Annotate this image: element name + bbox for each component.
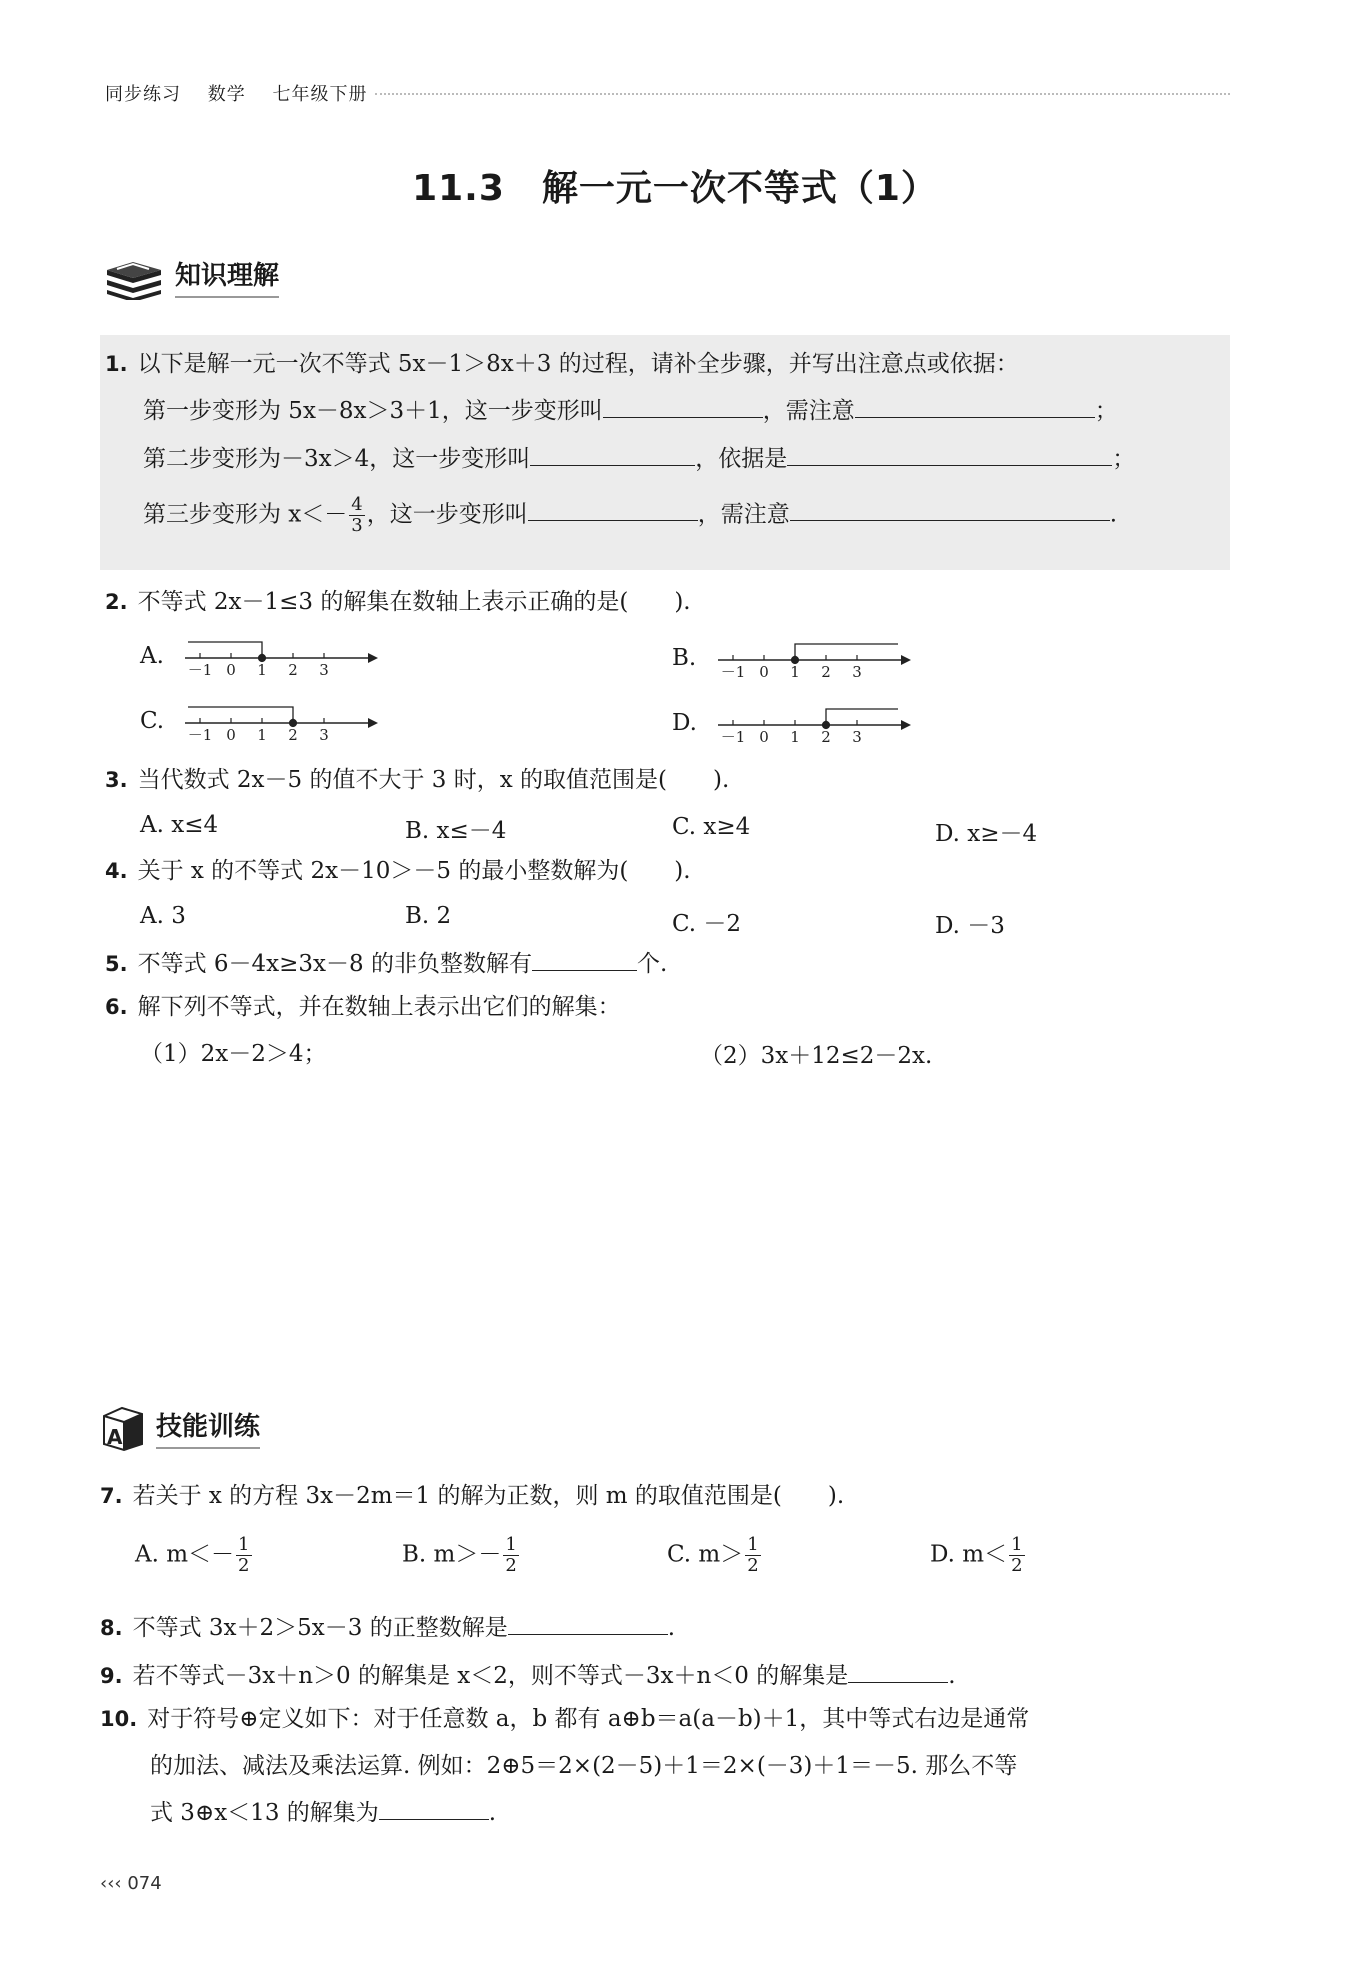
axis-arrow — [368, 718, 378, 728]
tick-label: 1 — [790, 728, 800, 745]
q2-option-c-label[interactable]: C. — [140, 708, 165, 734]
tick-label: 3 — [319, 661, 329, 678]
q4-option-d[interactable]: D. －3 — [935, 913, 1005, 939]
question-9: 9. 若不等式－3x＋n＞0 的解集是 x＜2，则不等式－3x＋n＜0 的解集是 . — [100, 1660, 956, 1692]
q9-blank[interactable] — [848, 1660, 948, 1683]
tick-label: 0 — [226, 726, 236, 743]
q3-option-a[interactable]: A. x≤4 — [140, 812, 219, 838]
tick-label: －1 — [720, 728, 746, 745]
q8-blank[interactable] — [508, 1612, 668, 1635]
subject-name: 数学 — [207, 84, 246, 105]
solution-endpoint — [792, 657, 799, 664]
tick-label: 2 — [821, 728, 831, 745]
q4-option-a[interactable]: A. 3 — [140, 903, 186, 929]
running-header — [105, 80, 387, 106]
q7-option-d[interactable]: D. m＜ $\frac{1}{2}$ — [930, 1534, 1023, 1576]
q3-option-c[interactable]: C. x≥4 — [672, 814, 751, 840]
letter-a-cube-icon — [100, 1402, 146, 1452]
book-name: 同步练习 — [105, 84, 181, 105]
svg-text:A: A — [107, 1425, 123, 1449]
solution-ray — [188, 707, 293, 723]
grade-name: 七年级下册 — [272, 84, 368, 105]
solution-ray — [795, 644, 898, 660]
tick-label: 2 — [288, 726, 298, 743]
q1-blank-5[interactable] — [528, 498, 698, 521]
books-stack-icon — [103, 252, 165, 300]
question-3-stem: 3. 当代数式 2x－5 的值不大于 3 时，x 的取值范围是( ). — [105, 767, 730, 793]
tick-label: 0 — [759, 728, 769, 745]
q2-option-a-label[interactable]: A. — [140, 643, 164, 669]
solution-endpoint — [823, 722, 830, 729]
number-line-b — [713, 630, 913, 680]
question-1-step-3: 第三步变形为 x＜－ $\frac{4}{3}$ ，这一步变形叫 ，需注意 . — [143, 494, 1118, 536]
q7-option-c[interactable]: C. m＞ $\frac{1}{2}$ — [667, 1534, 759, 1576]
q1-blank-4[interactable] — [787, 443, 1112, 466]
question-1-stem: 1. 以下是解一元一次不等式 5x－1＞8x＋3 的过程，请补全步骤，并写出注意点或依据： — [105, 351, 1019, 377]
question-10-line-1: 10. 对于符号⊕定义如下：对于任意数 a，b 都有 a⊕b＝a(a－b)＋1，其中等式右边是通常 — [100, 1706, 1030, 1732]
q2-option-d-label[interactable]: D. — [672, 710, 697, 736]
axis-arrow — [901, 655, 911, 665]
q1-blank-2[interactable] — [855, 395, 1095, 418]
tick-label: 3 — [319, 726, 329, 743]
tick-label: 3 — [852, 663, 862, 680]
section-skills — [100, 1402, 260, 1452]
question-10-line-3: 式 3⊕x＜13 的解集为 . — [150, 1797, 496, 1829]
page-footer — [100, 1873, 162, 1894]
footer-arrows-icon: ‹‹‹ — [100, 1873, 122, 1894]
number-line-a — [180, 628, 380, 678]
question-2-stem: 2. 不等式 2x－1≤3 的解集在数轴上表示正确的是( ). — [105, 589, 691, 615]
header-rule — [375, 93, 1230, 95]
question-8: 8. 不等式 3x＋2＞5x－3 的正整数解是 . — [100, 1612, 675, 1644]
q2-option-b-label[interactable]: B. — [672, 645, 697, 671]
tick-label: 0 — [226, 661, 236, 678]
q1-blank-1[interactable] — [603, 395, 763, 418]
question-6-part-1: （1）2x－2＞4； — [140, 1041, 327, 1067]
tick-label: 3 — [852, 728, 862, 745]
number-line-c — [180, 693, 380, 743]
tick-label: 0 — [759, 663, 769, 680]
section-understanding-label: 知识理解 — [175, 255, 279, 298]
section-understanding — [103, 252, 279, 300]
question-5: 5. 不等式 6－4x≥3x－8 的非负整数解有 个. — [105, 948, 667, 980]
tick-label: －1 — [187, 726, 213, 743]
q5-blank[interactable] — [532, 948, 637, 971]
tick-label: 1 — [790, 663, 800, 680]
question-6-stem: 6. 解下列不等式，并在数轴上表示出它们的解集： — [105, 994, 621, 1020]
q7-option-b[interactable]: B. m＞－ $\frac{1}{2}$ — [402, 1534, 517, 1576]
q3-option-d[interactable]: D. x≥－4 — [935, 821, 1038, 847]
page-number: 074 — [127, 1873, 162, 1894]
q10-blank[interactable] — [379, 1797, 489, 1820]
question-6-part-2: （2）3x＋12≤2－2x. — [700, 1043, 933, 1069]
q1-blank-3[interactable] — [530, 443, 695, 466]
q1-blank-6[interactable] — [790, 498, 1110, 521]
page-title: 11.3 解一元一次不等式（1） — [412, 168, 938, 209]
tick-label: －1 — [187, 661, 213, 678]
q3-option-b[interactable]: B. x≤－4 — [405, 818, 507, 844]
tick-label: 1 — [257, 661, 267, 678]
solution-endpoint — [259, 655, 266, 662]
tick-label: 1 — [257, 726, 267, 743]
tick-label: 2 — [288, 661, 298, 678]
tick-label: －1 — [720, 663, 746, 680]
axis-arrow — [901, 720, 911, 730]
question-7-stem: 7. 若关于 x 的方程 3x－2m＝1 的解为正数，则 m 的取值范围是( ). — [100, 1483, 845, 1509]
solution-ray — [188, 642, 262, 658]
solution-ray — [826, 709, 898, 725]
fraction-four-thirds: $\frac{4}{3}$ — [351, 494, 363, 536]
number-line-d — [713, 695, 913, 745]
q4-option-c[interactable]: C. －2 — [672, 911, 742, 937]
tick-label: 2 — [821, 663, 831, 680]
question-4-stem: 4. 关于 x 的不等式 2x－10＞－5 的最小整数解为( ). — [105, 858, 691, 884]
question-1-step-1: 第一步变形为 5x－8x＞3＋1，这一步变形叫 ，需注意 ； — [143, 395, 1118, 427]
solution-endpoint — [290, 720, 297, 727]
axis-arrow — [368, 653, 378, 663]
section-skills-label: 技能训练 — [156, 1406, 260, 1449]
q7-option-a[interactable]: A. m＜－ $\frac{1}{2}$ — [135, 1534, 250, 1576]
q4-option-b[interactable]: B. 2 — [405, 903, 452, 929]
question-10-line-2: 的加法、减法及乘法运算. 例如：2⊕5＝2×(2－5)＋1＝2×(－3)＋1＝－5. 那么不等 — [150, 1753, 1018, 1779]
question-1-step-2: 第二步变形为－3x＞4，这一步变形叫 ，依据是 ； — [143, 443, 1135, 475]
